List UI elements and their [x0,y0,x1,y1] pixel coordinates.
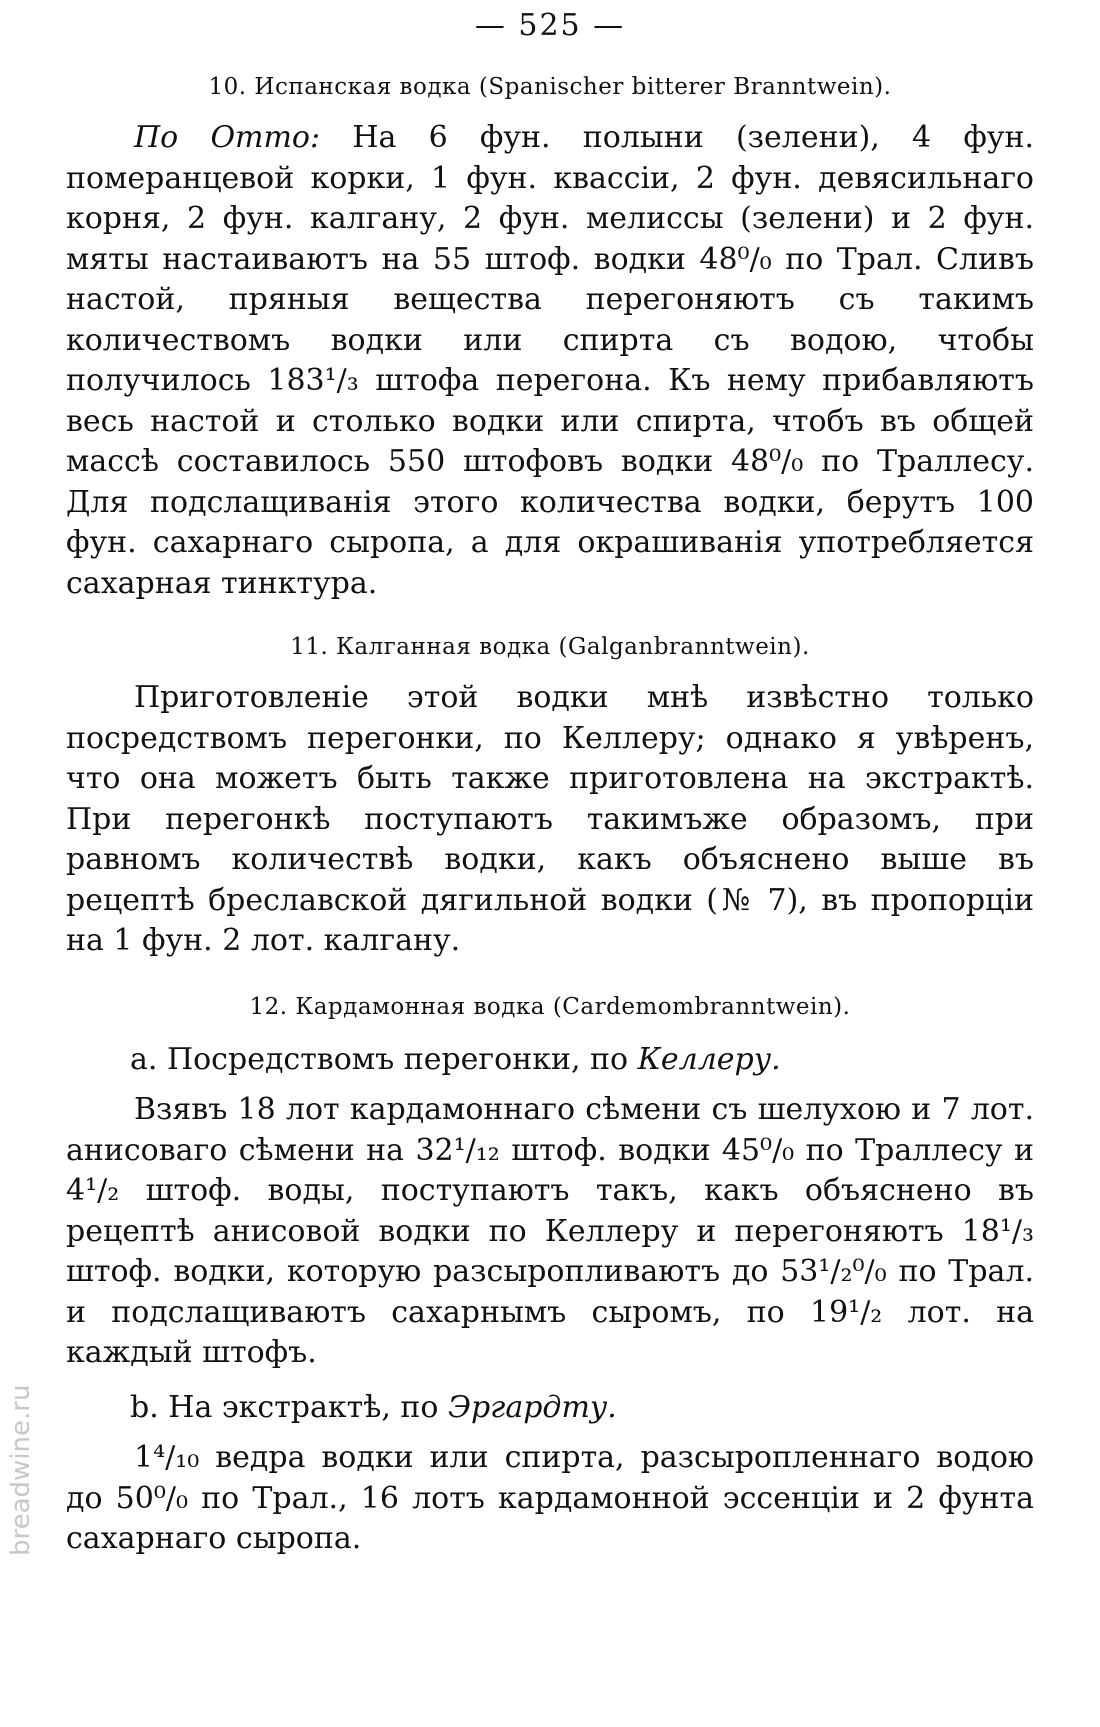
section-heading-10: 10. Испанская водка (Spanischer bitterer Branntwein). [208,74,892,100]
section-10-text: На 6 фун. полыни (зелени), 4 фун. померанцевой корки, 1 фун. квассіи, 2 фун. девясильнаго корня, 2 фун. калгану, 2 фун. мелиссы (зелени) и 2 фун. мяты настаиваютъ на 55 штоф. водки 48⁰/₀ по Трал. Сливъ настой, пряныя вещества перегоняютъ съ такимъ количествомъ водки или спирта съ водою, чтобы получилось 183¹/₃ штофа перегона. Къ нему прибавляютъ весь настой и столько водки или спирта, чтобъ въ общей массѣ составилось 550 штофовъ водки 48⁰/₀ по Траллесу. Для подслащиванія этого количества водки, берутъ 100 фун. сахарнаго сыропа, а для окрашиванія употребляется сахарная тинктура. [66,120,1034,601]
subsection-b-author: Эргардту. [448,1390,617,1425]
site-watermark: breadwine.ru [6,1384,36,1556]
subsection-a-author: Келлеру. [637,1042,781,1077]
section-10-body [66,118,1034,604]
section-heading-11: 11. Калганная водка (Galganbranntwein). [290,634,810,660]
page-number: — 525 — [474,8,626,43]
subsection-a-body: Взявъ 18 лот кардамоннаго сѣмени съ шелухою и 7 лот. анисоваго сѣмени на 32¹/₁₂ штоф. водки 45⁰/₀ по Траллесу и 4¹/₂ штоф. воды, поступаютъ такъ, какъ объяснено въ рецептѣ анисовой водки по Келлеру и перегоняютъ 18¹/₃ штоф. водки, которую разсыропливаютъ до 53¹/₂⁰/₀ по Трал. и подслащиваютъ сахарнымъ сыромъ, по 19¹/₂ лот. на каждый штофъ. [66,1092,1034,1370]
subsection-a-label: a. Посредствомъ перегонки, по [130,1042,638,1077]
section-heading-12: 12. Кардамонная водка (Cardemombranntwein). [249,994,851,1020]
subsection-b-label: b. На экстрактѣ, по [130,1390,449,1425]
subsection-b-heading [130,1388,1030,1428]
subsection-b-body: 1⁴/₁₀ ведра водки или спирта, разсыропленнаго водою до 50⁰/₀ по Трал., 16 лотъ кардамонной эссенціи и 2 фунта сахарнаго сыропа. [66,1440,1034,1556]
author-lead-otto: По Отто: [134,120,321,155]
section-11-body: Приготовленіе этой водки мнѣ извѣстно только посредствомъ перегонки, по Келлеру; однако я увѣренъ, что она можетъ быть также приготовлена на экстрактѣ. При перегонкѣ поступаютъ такимъже образомъ, при равномъ количествѣ водки, какъ объяснено выше въ рецептѣ бреславской дягильной водки (№ 7), въ пропорціи на 1 фун. 2 лот. калгану. [66,680,1034,958]
subsection-a-heading [130,1040,1030,1080]
